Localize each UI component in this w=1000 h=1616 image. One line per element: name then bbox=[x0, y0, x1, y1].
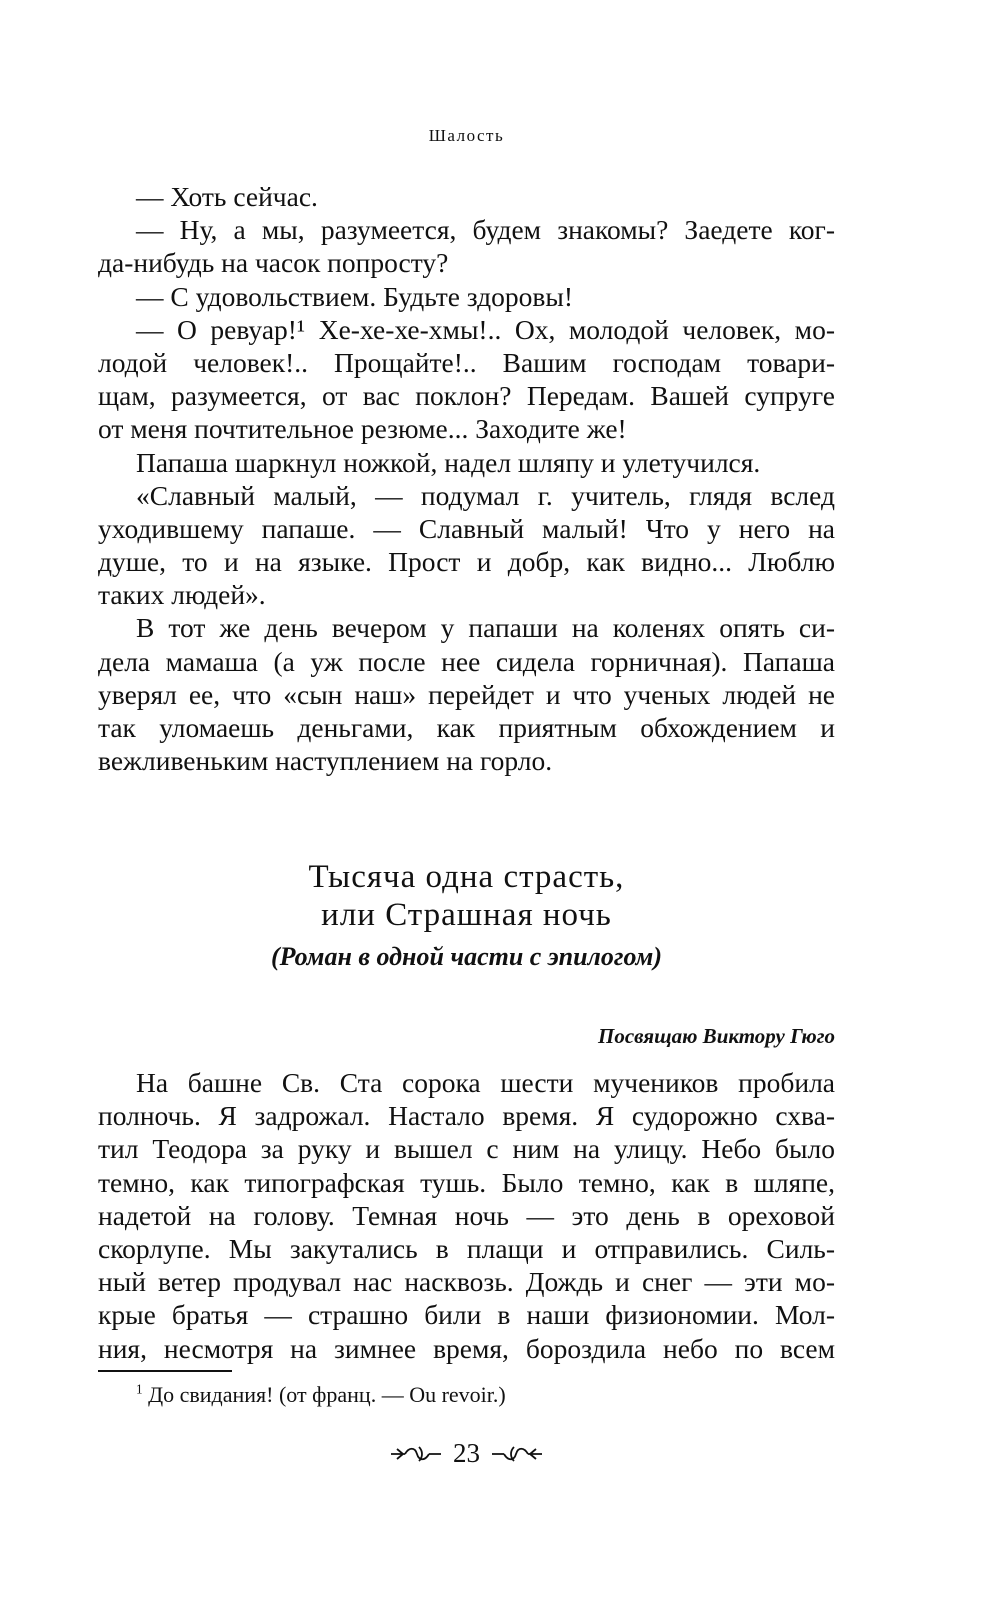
text-line: тил Теодора за руку и вышел с ним на улицу. Небо было bbox=[98, 1133, 835, 1165]
text-line: ный ветер продувал нас насквозь. Дождь и снег — эти мо- bbox=[98, 1266, 835, 1298]
footnote-text: До свидания! (от франц. — Ou revoir.) bbox=[148, 1382, 506, 1407]
text-line: от меня почтительное резюме... Заходите же! bbox=[98, 413, 627, 445]
chapter-title bbox=[98, 858, 835, 934]
book-page bbox=[98, 0, 835, 1616]
text-line: темно, как типографская тушь. Было темно, как в шляпе, bbox=[98, 1166, 835, 1198]
text-line: дела мамаша (а уж после нее сидела горничная). Папаша bbox=[98, 645, 835, 677]
chapter-subtitle: (Роман в одной части с эпилогом) bbox=[271, 942, 662, 971]
text-line: ния, несмотря на зимнее время, бороздила небо по всем bbox=[98, 1332, 835, 1364]
page-number: 23 bbox=[453, 1438, 480, 1468]
top-text-block bbox=[98, 180, 835, 777]
text-line: таких людей». bbox=[98, 579, 266, 611]
chapter-title-line-1: Тысяча одна страсть, bbox=[308, 859, 625, 895]
text-line: «Славный малый, — подумал г. учитель, глядя вслед bbox=[136, 479, 835, 511]
text-line: щам, разумеется, от вас поклон? Передам. Вашей супруге bbox=[98, 380, 835, 412]
footnote-marker: 1 bbox=[136, 1381, 143, 1397]
text-line: полночь. Я задрожал. Настало время. Я судорожно схва- bbox=[98, 1100, 835, 1132]
text-line: уверял ее, что «сын наш» перейдет и что ученых людей не bbox=[98, 678, 835, 710]
text-line: вежливеньким наступлением на горло. bbox=[98, 745, 553, 777]
text-line: — С удовольствием. Будьте здоровы! bbox=[136, 280, 574, 312]
text-line: душе, то и на языке. Прост и добр, как видно... Люблю bbox=[98, 546, 835, 578]
text-line: На башне Св. Ста сорока шести мучеников пробила bbox=[136, 1067, 835, 1098]
chapter-title-line-2: или Страшная ночь bbox=[321, 897, 612, 933]
right-ornament-icon bbox=[490, 1443, 544, 1465]
text-line: скорлупе. Мы закутались в плащи и отправились. Силь- bbox=[98, 1232, 835, 1264]
text-line: да-нибудь на часок попросту? bbox=[98, 247, 449, 279]
text-line: В тот же день вечером у папаши на коленях опять си- bbox=[136, 612, 835, 644]
text-line: — О ревуар!¹ Хе-хе-хе-хмы!.. Ох, молодой человек, мо- bbox=[136, 313, 835, 345]
story-text-block bbox=[98, 1066, 835, 1365]
page-number-block bbox=[98, 1438, 835, 1469]
text-line: крые братья — страшно били в наши физиономии. Мол- bbox=[98, 1299, 835, 1331]
footnote-rule bbox=[98, 1370, 232, 1372]
text-line: Папаша шаркнул ножкой, надел шляпу и улетучился. bbox=[136, 446, 761, 478]
text-line: лодой человек!.. Прощайте!.. Вашим господам товари- bbox=[98, 346, 835, 378]
text-line: — Хоть сейчас. bbox=[136, 181, 318, 212]
left-ornament-icon bbox=[389, 1443, 443, 1465]
text-line: так уломаешь деньгами, как приятным обхождением и bbox=[98, 712, 835, 743]
text-line: надетой на голову. Темная ночь — это день в ореховой bbox=[98, 1199, 835, 1231]
running-head: Шалость bbox=[428, 126, 505, 145]
text-line: — Ну, а мы, разумеется, будем знакомы? Заедете ког- bbox=[136, 214, 835, 246]
dedication: Посвящаю Виктору Гюго bbox=[598, 1024, 835, 1048]
footnote bbox=[136, 1382, 506, 1408]
text-line: уходившему папаше. — Славный малый! Что у него на bbox=[98, 512, 835, 544]
